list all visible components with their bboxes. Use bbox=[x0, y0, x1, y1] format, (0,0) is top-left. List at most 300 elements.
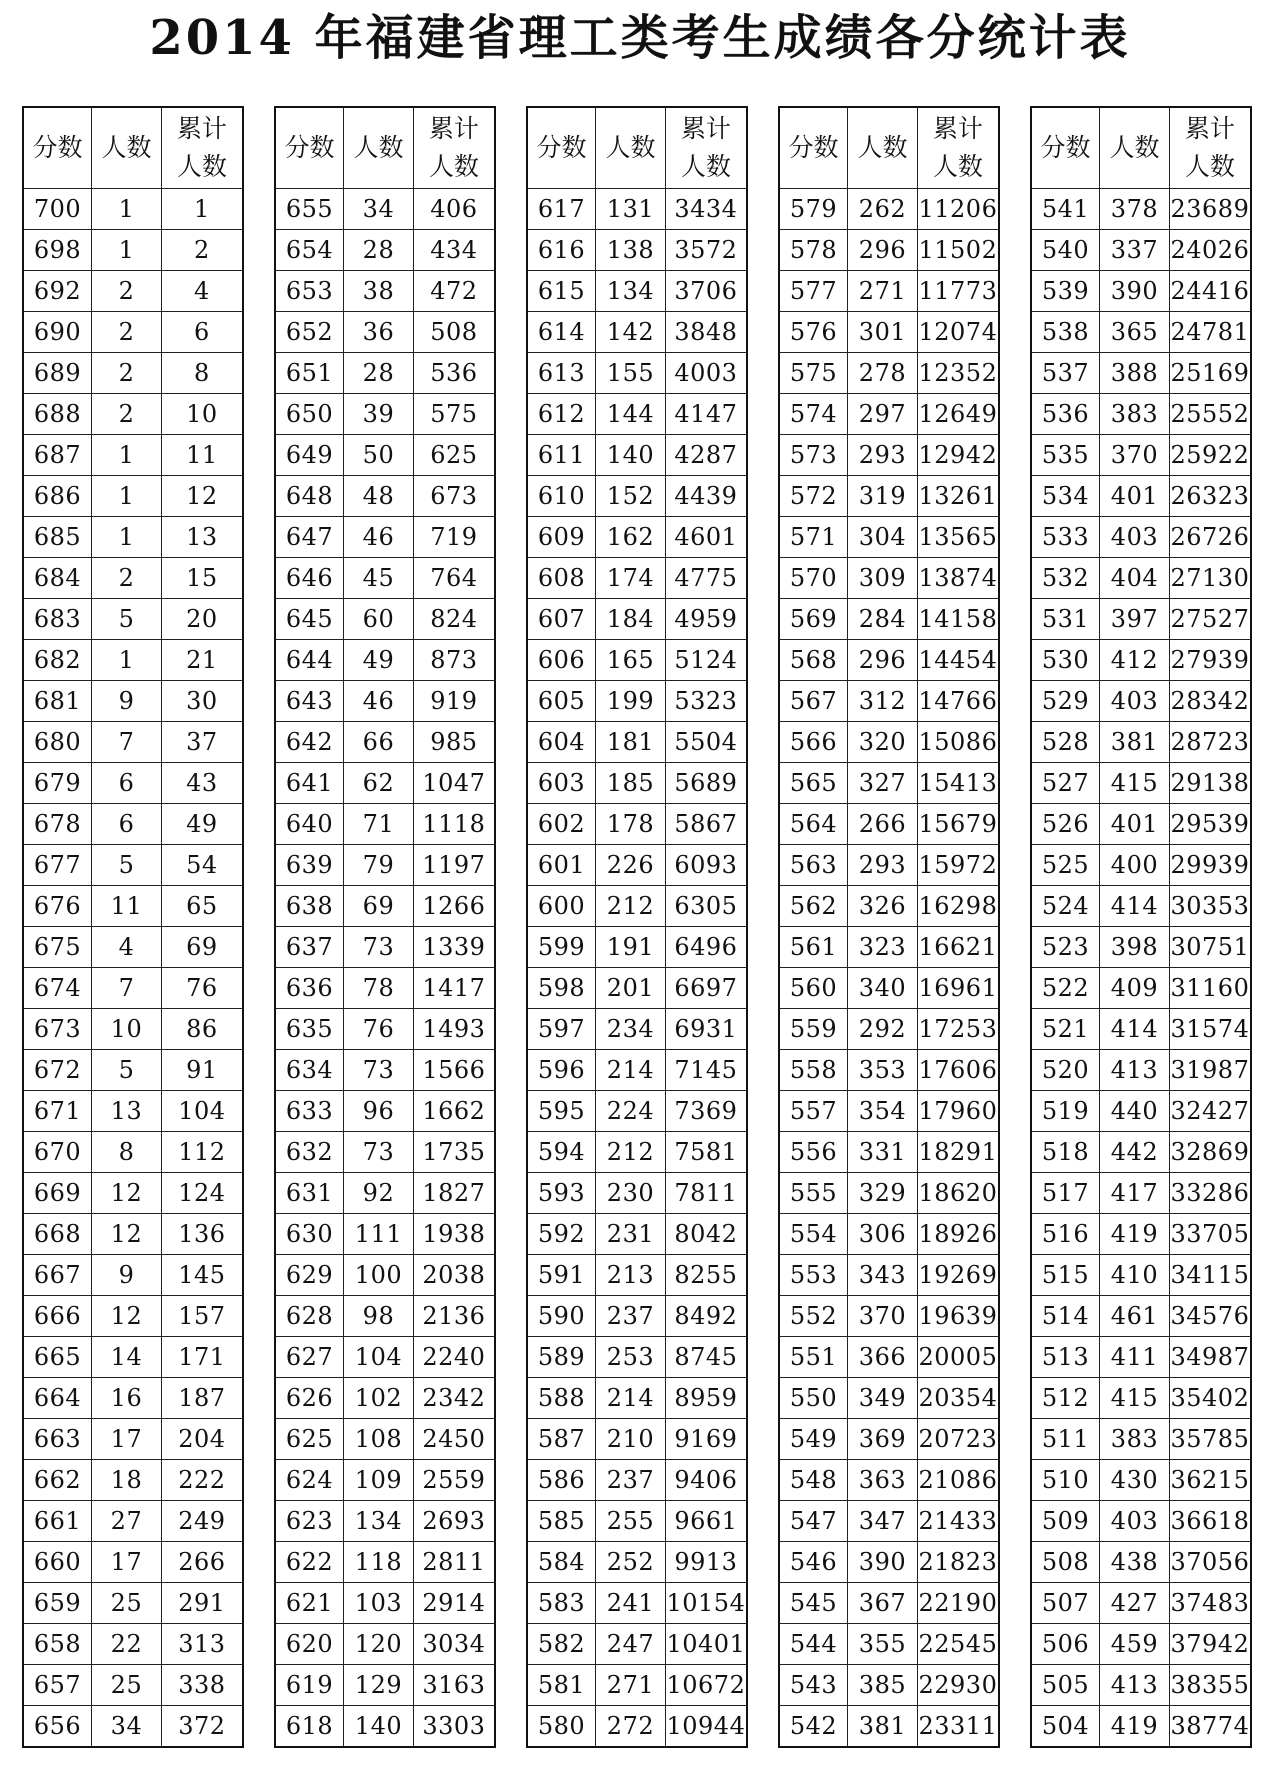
cumulative-cell: 985 bbox=[413, 722, 494, 763]
count-cell: 5 bbox=[92, 1050, 162, 1091]
header-cumulative: 累计 人数 bbox=[917, 108, 998, 189]
score-cell: 580 bbox=[528, 1706, 596, 1747]
count-cell: 353 bbox=[848, 1050, 918, 1091]
score-cell: 662 bbox=[24, 1460, 92, 1501]
score-cell: 674 bbox=[24, 968, 92, 1009]
count-cell: 118 bbox=[344, 1542, 414, 1583]
score-cell: 558 bbox=[780, 1050, 848, 1091]
count-cell: 22 bbox=[92, 1624, 162, 1665]
score-cell: 624 bbox=[276, 1460, 344, 1501]
count-cell: 50 bbox=[344, 435, 414, 476]
table-row bbox=[780, 1132, 998, 1173]
score-cell: 582 bbox=[528, 1624, 596, 1665]
cumulative-cell: 10672 bbox=[665, 1665, 746, 1706]
score-cell: 533 bbox=[1032, 517, 1100, 558]
count-cell: 66 bbox=[344, 722, 414, 763]
count-cell: 337 bbox=[1100, 230, 1170, 271]
count-cell: 366 bbox=[848, 1337, 918, 1378]
cumulative-cell: 8959 bbox=[665, 1378, 746, 1419]
score-cell: 596 bbox=[528, 1050, 596, 1091]
score-cell: 509 bbox=[1032, 1501, 1100, 1542]
score-cell: 628 bbox=[276, 1296, 344, 1337]
header-score: 分数 bbox=[1032, 108, 1100, 189]
cumulative-cell: 10944 bbox=[665, 1706, 746, 1747]
cumulative-cell: 20 bbox=[161, 599, 242, 640]
count-cell: 76 bbox=[344, 1009, 414, 1050]
score-cell: 664 bbox=[24, 1378, 92, 1419]
table-row bbox=[276, 517, 494, 558]
table-row bbox=[276, 1542, 494, 1583]
cumulative-cell: 11773 bbox=[917, 271, 998, 312]
table-row bbox=[276, 1296, 494, 1337]
score-cell: 698 bbox=[24, 230, 92, 271]
count-cell: 46 bbox=[344, 681, 414, 722]
cumulative-cell: 9913 bbox=[665, 1542, 746, 1583]
cumulative-cell: 19269 bbox=[917, 1255, 998, 1296]
count-cell: 271 bbox=[596, 1665, 666, 1706]
cumulative-cell: 21086 bbox=[917, 1460, 998, 1501]
header-count: 人数 bbox=[596, 108, 666, 189]
count-cell: 138 bbox=[596, 230, 666, 271]
table-row bbox=[780, 886, 998, 927]
table-row bbox=[24, 681, 242, 722]
count-cell: 304 bbox=[848, 517, 918, 558]
table-row bbox=[780, 599, 998, 640]
count-cell: 253 bbox=[596, 1337, 666, 1378]
cumulative-cell: 38774 bbox=[1169, 1706, 1250, 1747]
table-row bbox=[780, 722, 998, 763]
count-cell: 410 bbox=[1100, 1255, 1170, 1296]
cumulative-cell: 12649 bbox=[917, 394, 998, 435]
score-cell: 574 bbox=[780, 394, 848, 435]
count-cell: 427 bbox=[1100, 1583, 1170, 1624]
count-cell: 442 bbox=[1100, 1132, 1170, 1173]
cumulative-cell: 291 bbox=[161, 1583, 242, 1624]
cumulative-cell: 1938 bbox=[413, 1214, 494, 1255]
header-cumulative: 累计 人数 bbox=[161, 108, 242, 189]
score-cell: 606 bbox=[528, 640, 596, 681]
cumulative-cell: 30751 bbox=[1169, 927, 1250, 968]
table-row bbox=[528, 435, 746, 476]
header-score: 分数 bbox=[276, 108, 344, 189]
count-cell: 237 bbox=[596, 1460, 666, 1501]
score-cell: 589 bbox=[528, 1337, 596, 1378]
cumulative-cell: 157 bbox=[161, 1296, 242, 1337]
count-cell: 319 bbox=[848, 476, 918, 517]
table-row bbox=[24, 1296, 242, 1337]
score-cell: 522 bbox=[1032, 968, 1100, 1009]
table-row bbox=[1032, 312, 1250, 353]
count-cell: 18 bbox=[92, 1460, 162, 1501]
score-cell: 609 bbox=[528, 517, 596, 558]
cumulative-cell: 873 bbox=[413, 640, 494, 681]
cumulative-cell: 13 bbox=[161, 517, 242, 558]
count-cell: 327 bbox=[848, 763, 918, 804]
count-cell: 419 bbox=[1100, 1706, 1170, 1747]
count-cell: 306 bbox=[848, 1214, 918, 1255]
cumulative-cell: 1566 bbox=[413, 1050, 494, 1091]
count-cell: 385 bbox=[848, 1665, 918, 1706]
header-row bbox=[1032, 108, 1250, 189]
cumulative-cell: 29939 bbox=[1169, 845, 1250, 886]
table-row bbox=[276, 804, 494, 845]
count-cell: 2 bbox=[92, 353, 162, 394]
table-row bbox=[276, 722, 494, 763]
table-row bbox=[528, 968, 746, 1009]
count-cell: 230 bbox=[596, 1173, 666, 1214]
count-cell: 92 bbox=[344, 1173, 414, 1214]
score-cell: 639 bbox=[276, 845, 344, 886]
count-cell: 191 bbox=[596, 927, 666, 968]
score-cell: 601 bbox=[528, 845, 596, 886]
count-cell: 174 bbox=[596, 558, 666, 599]
cumulative-cell: 2559 bbox=[413, 1460, 494, 1501]
count-cell: 349 bbox=[848, 1378, 918, 1419]
count-cell: 155 bbox=[596, 353, 666, 394]
score-table bbox=[24, 108, 242, 1746]
table-row bbox=[1032, 1542, 1250, 1583]
table-row bbox=[528, 394, 746, 435]
count-cell: 278 bbox=[848, 353, 918, 394]
cumulative-cell: 27130 bbox=[1169, 558, 1250, 599]
table-row bbox=[528, 927, 746, 968]
count-cell: 343 bbox=[848, 1255, 918, 1296]
table-row bbox=[1032, 845, 1250, 886]
table-row bbox=[276, 1214, 494, 1255]
count-cell: 140 bbox=[596, 435, 666, 476]
count-cell: 45 bbox=[344, 558, 414, 599]
header-row bbox=[528, 108, 746, 189]
score-cell: 623 bbox=[276, 1501, 344, 1542]
table-row bbox=[780, 763, 998, 804]
cumulative-cell: 76 bbox=[161, 968, 242, 1009]
table-row bbox=[24, 845, 242, 886]
table-row bbox=[1032, 1296, 1250, 1337]
table-row bbox=[1032, 804, 1250, 845]
count-cell: 78 bbox=[344, 968, 414, 1009]
count-cell: 415 bbox=[1100, 763, 1170, 804]
table-row bbox=[780, 230, 998, 271]
score-cell: 657 bbox=[24, 1665, 92, 1706]
cumulative-cell: 10154 bbox=[665, 1583, 746, 1624]
cumulative-cell: 12942 bbox=[917, 435, 998, 476]
count-cell: 111 bbox=[344, 1214, 414, 1255]
cumulative-cell: 54 bbox=[161, 845, 242, 886]
score-cell: 673 bbox=[24, 1009, 92, 1050]
table-row bbox=[780, 1501, 998, 1542]
cumulative-cell: 24781 bbox=[1169, 312, 1250, 353]
score-cell: 593 bbox=[528, 1173, 596, 1214]
table-row bbox=[780, 640, 998, 681]
cumulative-cell: 22190 bbox=[917, 1583, 998, 1624]
cumulative-cell: 764 bbox=[413, 558, 494, 599]
table-row bbox=[1032, 1624, 1250, 1665]
table-row bbox=[780, 1173, 998, 1214]
cumulative-cell: 35785 bbox=[1169, 1419, 1250, 1460]
count-cell: 108 bbox=[344, 1419, 414, 1460]
count-cell: 152 bbox=[596, 476, 666, 517]
cumulative-cell: 3034 bbox=[413, 1624, 494, 1665]
score-cell: 610 bbox=[528, 476, 596, 517]
table-block bbox=[526, 106, 748, 1748]
score-cell: 615 bbox=[528, 271, 596, 312]
count-cell: 60 bbox=[344, 599, 414, 640]
count-cell: 2 bbox=[92, 394, 162, 435]
count-cell: 16 bbox=[92, 1378, 162, 1419]
count-cell: 296 bbox=[848, 640, 918, 681]
cumulative-cell: 22930 bbox=[917, 1665, 998, 1706]
score-cell: 525 bbox=[1032, 845, 1100, 886]
count-cell: 403 bbox=[1100, 1501, 1170, 1542]
score-cell: 619 bbox=[276, 1665, 344, 1706]
score-cell: 680 bbox=[24, 722, 92, 763]
score-cell: 553 bbox=[780, 1255, 848, 1296]
cumulative-cell: 12074 bbox=[917, 312, 998, 353]
score-cell: 542 bbox=[780, 1706, 848, 1747]
header-score: 分数 bbox=[780, 108, 848, 189]
score-cell: 602 bbox=[528, 804, 596, 845]
table-row bbox=[780, 1050, 998, 1091]
score-cell: 679 bbox=[24, 763, 92, 804]
cumulative-cell: 6305 bbox=[665, 886, 746, 927]
count-cell: 297 bbox=[848, 394, 918, 435]
table-row bbox=[276, 1091, 494, 1132]
cumulative-cell: 30353 bbox=[1169, 886, 1250, 927]
score-cell: 527 bbox=[1032, 763, 1100, 804]
count-cell: 9 bbox=[92, 681, 162, 722]
count-cell: 320 bbox=[848, 722, 918, 763]
cumulative-cell: 406 bbox=[413, 189, 494, 230]
table-row bbox=[276, 927, 494, 968]
score-cell: 682 bbox=[24, 640, 92, 681]
count-cell: 383 bbox=[1100, 1419, 1170, 1460]
cumulative-cell: 32427 bbox=[1169, 1091, 1250, 1132]
score-cell: 608 bbox=[528, 558, 596, 599]
table-block bbox=[274, 106, 496, 1748]
table-row bbox=[780, 845, 998, 886]
score-cell: 647 bbox=[276, 517, 344, 558]
count-cell: 7 bbox=[92, 722, 162, 763]
score-cell: 505 bbox=[1032, 1665, 1100, 1706]
header-score: 分数 bbox=[24, 108, 92, 189]
score-cell: 642 bbox=[276, 722, 344, 763]
score-cell: 676 bbox=[24, 886, 92, 927]
score-cell: 641 bbox=[276, 763, 344, 804]
table-row bbox=[528, 1132, 746, 1173]
score-cell: 600 bbox=[528, 886, 596, 927]
count-cell: 241 bbox=[596, 1583, 666, 1624]
cumulative-cell: 36215 bbox=[1169, 1460, 1250, 1501]
cumulative-cell: 31987 bbox=[1169, 1050, 1250, 1091]
cumulative-cell: 37 bbox=[161, 722, 242, 763]
count-cell: 39 bbox=[344, 394, 414, 435]
count-cell: 12 bbox=[92, 1296, 162, 1337]
table-row bbox=[24, 189, 242, 230]
table-row bbox=[276, 312, 494, 353]
header-cumulative: 累计 人数 bbox=[665, 108, 746, 189]
score-cell: 506 bbox=[1032, 1624, 1100, 1665]
table-row bbox=[24, 1460, 242, 1501]
count-cell: 355 bbox=[848, 1624, 918, 1665]
count-cell: 162 bbox=[596, 517, 666, 558]
score-cell: 528 bbox=[1032, 722, 1100, 763]
score-table bbox=[780, 108, 998, 1746]
table-row bbox=[276, 886, 494, 927]
table-row bbox=[276, 1624, 494, 1665]
count-cell: 271 bbox=[848, 271, 918, 312]
table-row bbox=[780, 353, 998, 394]
score-cell: 594 bbox=[528, 1132, 596, 1173]
score-cell: 618 bbox=[276, 1706, 344, 1747]
count-cell: 129 bbox=[344, 1665, 414, 1706]
table-row bbox=[1032, 230, 1250, 271]
score-cell: 514 bbox=[1032, 1296, 1100, 1337]
count-cell: 414 bbox=[1100, 1009, 1170, 1050]
cumulative-cell: 2342 bbox=[413, 1378, 494, 1419]
score-cell: 516 bbox=[1032, 1214, 1100, 1255]
table-row bbox=[24, 722, 242, 763]
count-cell: 397 bbox=[1100, 599, 1170, 640]
table-row bbox=[276, 1706, 494, 1747]
score-cell: 590 bbox=[528, 1296, 596, 1337]
cumulative-cell: 7369 bbox=[665, 1091, 746, 1132]
score-cell: 640 bbox=[276, 804, 344, 845]
cumulative-cell: 5124 bbox=[665, 640, 746, 681]
count-cell: 459 bbox=[1100, 1624, 1170, 1665]
count-cell: 1 bbox=[92, 189, 162, 230]
cumulative-cell: 719 bbox=[413, 517, 494, 558]
cumulative-cell: 34576 bbox=[1169, 1296, 1250, 1337]
cumulative-cell: 25552 bbox=[1169, 394, 1250, 435]
table-row bbox=[24, 1501, 242, 1542]
cumulative-cell: 7581 bbox=[665, 1132, 746, 1173]
count-cell: 378 bbox=[1100, 189, 1170, 230]
cumulative-cell: 13874 bbox=[917, 558, 998, 599]
cumulative-cell: 187 bbox=[161, 1378, 242, 1419]
count-cell: 7 bbox=[92, 968, 162, 1009]
cumulative-cell: 91 bbox=[161, 1050, 242, 1091]
score-cell: 667 bbox=[24, 1255, 92, 1296]
cumulative-cell: 4439 bbox=[665, 476, 746, 517]
count-cell: 11 bbox=[92, 886, 162, 927]
table-row bbox=[1032, 681, 1250, 722]
cumulative-cell: 313 bbox=[161, 1624, 242, 1665]
table-row bbox=[780, 1378, 998, 1419]
cumulative-cell: 919 bbox=[413, 681, 494, 722]
score-cell: 635 bbox=[276, 1009, 344, 1050]
table-row bbox=[528, 1460, 746, 1501]
score-cell: 690 bbox=[24, 312, 92, 353]
table-row bbox=[276, 1173, 494, 1214]
table-row bbox=[780, 968, 998, 1009]
table-row bbox=[528, 804, 746, 845]
cumulative-cell: 338 bbox=[161, 1665, 242, 1706]
count-cell: 27 bbox=[92, 1501, 162, 1542]
cumulative-cell: 15413 bbox=[917, 763, 998, 804]
score-cell: 638 bbox=[276, 886, 344, 927]
table-row bbox=[24, 558, 242, 599]
count-cell: 367 bbox=[848, 1583, 918, 1624]
cumulative-cell: 15679 bbox=[917, 804, 998, 845]
cumulative-cell: 5867 bbox=[665, 804, 746, 845]
count-cell: 438 bbox=[1100, 1542, 1170, 1583]
table-block bbox=[22, 106, 244, 1748]
count-cell: 370 bbox=[1100, 435, 1170, 476]
table-row bbox=[276, 1501, 494, 1542]
table-row bbox=[1032, 1501, 1250, 1542]
score-cell: 587 bbox=[528, 1419, 596, 1460]
count-cell: 1 bbox=[92, 230, 162, 271]
score-cell: 546 bbox=[780, 1542, 848, 1583]
cumulative-cell: 3434 bbox=[665, 189, 746, 230]
table-row bbox=[24, 353, 242, 394]
score-table bbox=[528, 108, 746, 1746]
count-cell: 17 bbox=[92, 1419, 162, 1460]
table-row bbox=[24, 1624, 242, 1665]
cumulative-cell: 17253 bbox=[917, 1009, 998, 1050]
cumulative-cell: 18620 bbox=[917, 1173, 998, 1214]
cumulative-cell: 4003 bbox=[665, 353, 746, 394]
count-cell: 440 bbox=[1100, 1091, 1170, 1132]
score-cell: 532 bbox=[1032, 558, 1100, 599]
table-row bbox=[528, 1009, 746, 1050]
cumulative-cell: 2811 bbox=[413, 1542, 494, 1583]
table-row bbox=[528, 1378, 746, 1419]
cumulative-cell: 372 bbox=[161, 1706, 242, 1747]
cumulative-cell: 7145 bbox=[665, 1050, 746, 1091]
count-cell: 262 bbox=[848, 189, 918, 230]
score-cell: 513 bbox=[1032, 1337, 1100, 1378]
score-cell: 646 bbox=[276, 558, 344, 599]
cumulative-cell: 17960 bbox=[917, 1091, 998, 1132]
table-row bbox=[24, 1665, 242, 1706]
table-row bbox=[780, 1255, 998, 1296]
table-row bbox=[1032, 763, 1250, 804]
score-cell: 632 bbox=[276, 1132, 344, 1173]
count-cell: 34 bbox=[92, 1706, 162, 1747]
cumulative-cell: 27527 bbox=[1169, 599, 1250, 640]
table-row bbox=[24, 1337, 242, 1378]
count-cell: 28 bbox=[344, 230, 414, 271]
cumulative-cell: 38355 bbox=[1169, 1665, 1250, 1706]
score-cell: 543 bbox=[780, 1665, 848, 1706]
score-cell: 616 bbox=[528, 230, 596, 271]
table-row bbox=[276, 558, 494, 599]
score-cell: 689 bbox=[24, 353, 92, 394]
table-row bbox=[1032, 1337, 1250, 1378]
score-cell: 613 bbox=[528, 353, 596, 394]
count-cell: 415 bbox=[1100, 1378, 1170, 1419]
table-row bbox=[1032, 599, 1250, 640]
cumulative-cell: 9406 bbox=[665, 1460, 746, 1501]
count-cell: 296 bbox=[848, 230, 918, 271]
cumulative-cell: 13261 bbox=[917, 476, 998, 517]
score-cell: 576 bbox=[780, 312, 848, 353]
table-row bbox=[24, 927, 242, 968]
cumulative-cell: 24026 bbox=[1169, 230, 1250, 271]
table-row bbox=[780, 312, 998, 353]
cumulative-cell: 17606 bbox=[917, 1050, 998, 1091]
score-cell: 675 bbox=[24, 927, 92, 968]
score-cell: 554 bbox=[780, 1214, 848, 1255]
table-row bbox=[780, 681, 998, 722]
score-cell: 559 bbox=[780, 1009, 848, 1050]
count-cell: 365 bbox=[1100, 312, 1170, 353]
score-cell: 605 bbox=[528, 681, 596, 722]
cumulative-cell: 112 bbox=[161, 1132, 242, 1173]
cumulative-cell: 8 bbox=[161, 353, 242, 394]
score-cell: 566 bbox=[780, 722, 848, 763]
